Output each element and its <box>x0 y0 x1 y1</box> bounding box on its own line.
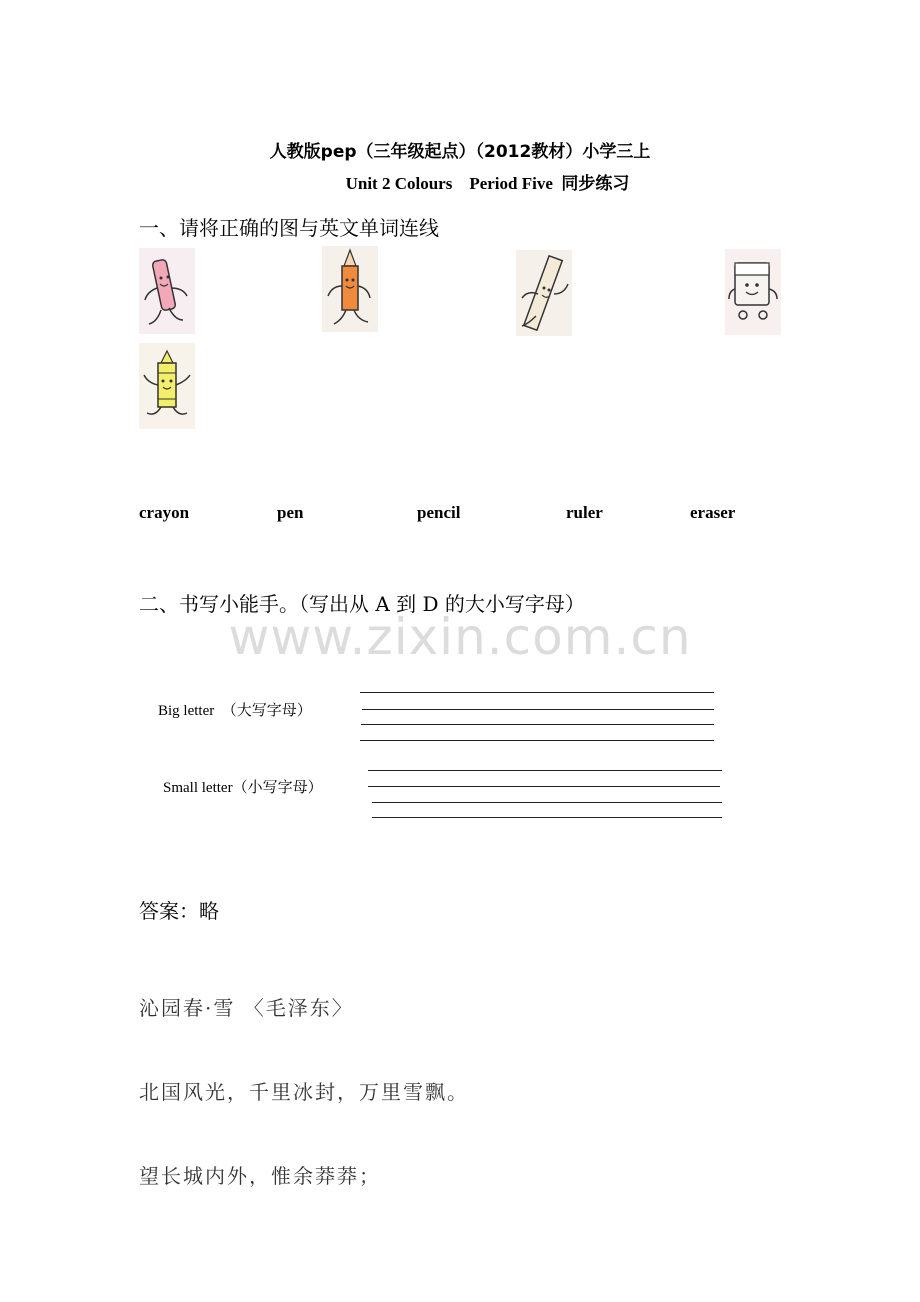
writing-line <box>362 709 714 710</box>
pencil-character-icon <box>322 246 378 332</box>
document-subtitle: Unit 2 Colours Period Five 同步练习 <box>345 174 630 193</box>
word-eraser: eraser <box>690 503 736 522</box>
document-title: 人教版pep（三年级起点）（2012教材）小学三上 <box>269 142 651 162</box>
section1-heading: 一、请将正确的图与英文单词连线 <box>139 216 439 240</box>
writing-line <box>372 802 722 803</box>
section2-heading: 二、书写小能手。（写出从 A 到 D 的大小写字母） <box>139 592 585 616</box>
word-pen: pen <box>277 503 304 522</box>
writing-line <box>360 740 714 741</box>
writing-line <box>361 724 714 725</box>
poem-line-1: 北国风光，千里冰封，万里雪飘。 <box>139 1080 469 1104</box>
eraser-character-icon <box>725 249 781 335</box>
small-letter-label: Small letter（小写字母） <box>163 780 323 796</box>
word-ruler: ruler <box>566 503 603 522</box>
poem-title: 沁园春·雪 〈毛泽东〉 <box>139 996 354 1020</box>
writing-line <box>368 786 720 787</box>
ruler-character-icon <box>516 250 572 336</box>
poem-line-2: 望长城内外，惟余莽莽； <box>139 1164 381 1188</box>
big-letter-label: Big letter （大写字母） <box>158 703 312 719</box>
writing-line <box>372 817 722 818</box>
watermark: www.zixin.com.cn <box>228 608 692 666</box>
word-pencil: pencil <box>417 503 461 522</box>
writing-line <box>368 770 722 771</box>
word-crayon: crayon <box>139 503 190 522</box>
crayon-character-icon <box>139 343 195 429</box>
answer-text: 答案：略 <box>139 899 219 923</box>
writing-line <box>360 692 714 693</box>
pen-character-icon <box>139 248 195 334</box>
